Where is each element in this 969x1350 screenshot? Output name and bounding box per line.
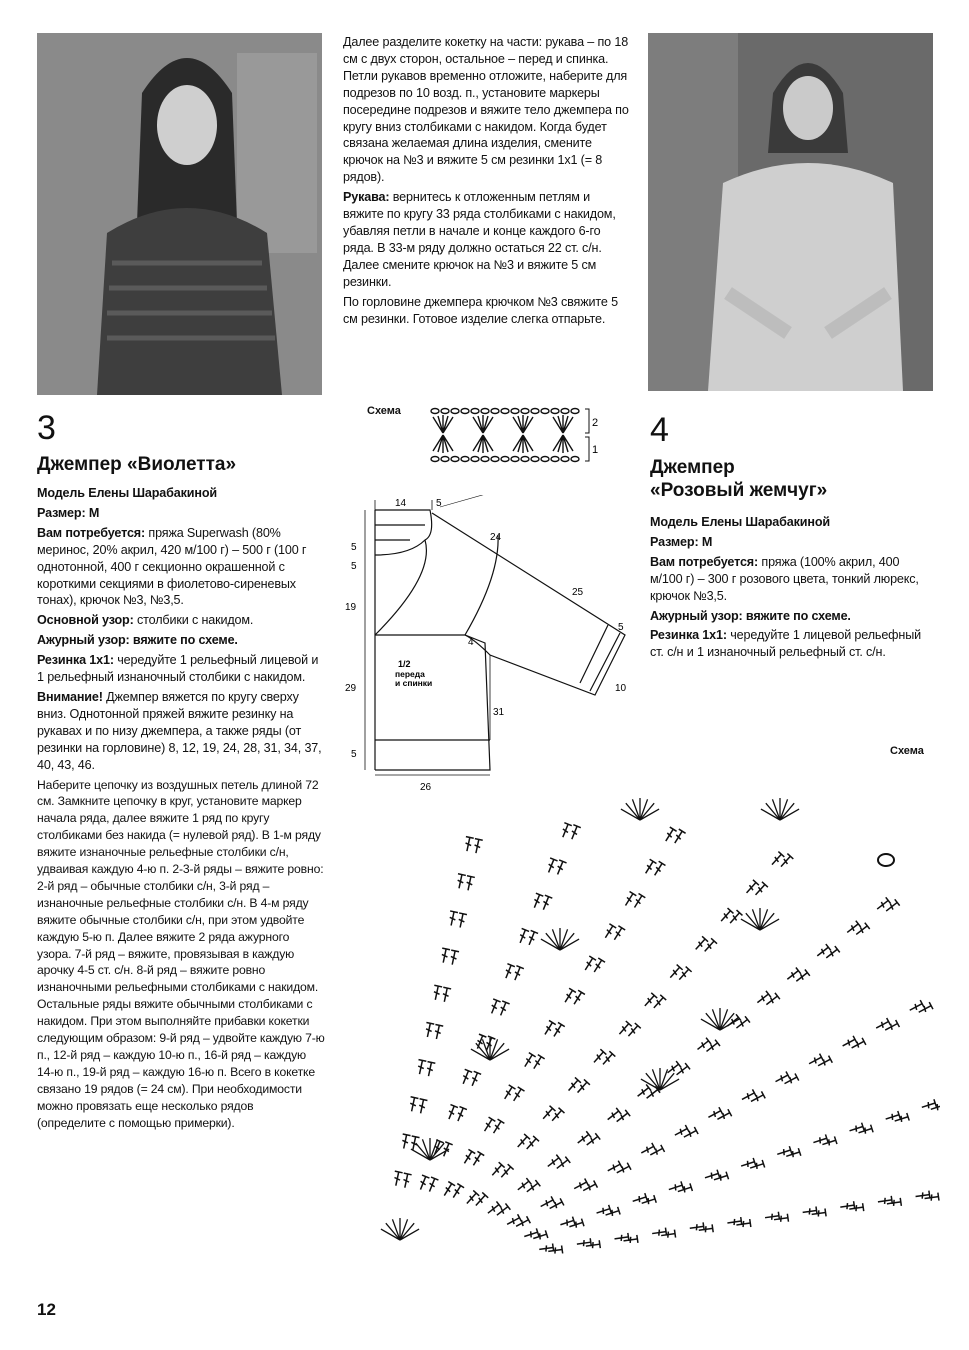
fan-cluster: [411, 1138, 449, 1160]
stitch-symbol: [502, 964, 515, 980]
small-crochet-chart: [425, 405, 605, 467]
stitch-symbol: [677, 1183, 693, 1195]
stitch-symbol: [682, 1127, 698, 1141]
stitch-symbol: [707, 1107, 723, 1121]
stitch-symbol: [749, 1160, 765, 1172]
stitch-symbol: [812, 1134, 828, 1146]
stitch-symbol: [749, 1091, 765, 1105]
stitch-symbol: [698, 1224, 713, 1234]
stitch-symbol: [511, 966, 524, 982]
stitch-symbol: [431, 985, 442, 1000]
stitch-symbol: [671, 829, 685, 845]
stitch-symbol: [783, 1073, 799, 1087]
stitch-symbol: [673, 1125, 689, 1139]
stitch-symbol: [440, 1142, 453, 1158]
stitch-symbol: [445, 1105, 458, 1121]
stitch-symbol: [917, 1002, 933, 1016]
stitch-symbol: [631, 1193, 647, 1205]
stitch-symbol: [525, 930, 538, 946]
dim-29: 29: [345, 683, 357, 694]
stitch-symbol: [924, 1193, 939, 1203]
row-number-2: 2: [592, 417, 599, 429]
stitch-symbol: [408, 1097, 419, 1112]
stitch-symbol: [631, 894, 645, 910]
stitch-symbol: [595, 1205, 611, 1217]
continuation-text: [343, 34, 633, 330]
stitch-symbol: [551, 1022, 565, 1038]
stitch-symbol: [532, 1230, 548, 1242]
model-3-lace-pattern: Ажурный узор: вяжите по схеме.: [37, 633, 238, 648]
pattern-label-1: 1/2: [398, 659, 411, 669]
model-4-size: Размер: М: [650, 534, 713, 549]
stitch-symbol: [850, 1038, 866, 1052]
stitch-symbol: [576, 1238, 591, 1248]
stitch-symbol: [776, 1146, 792, 1158]
model-4-description: [650, 514, 935, 664]
stitch-symbol: [521, 1053, 535, 1069]
fan-cluster: [641, 1068, 679, 1090]
stitch-symbol: [893, 1113, 909, 1125]
stitch-symbol: [611, 926, 625, 942]
fan-cluster: [381, 1218, 419, 1240]
stitch-symbol: [401, 1173, 412, 1188]
stitch-symbol: [640, 1195, 656, 1207]
stitch-symbol: [539, 1244, 554, 1254]
model-3-size: Размер: М: [37, 505, 100, 520]
model-3-main-pattern: Основной узор: столбики с накидом.: [37, 613, 254, 628]
stitch-symbol: [472, 839, 483, 854]
chain-row-top: [431, 409, 579, 414]
stitch-symbol: [921, 1099, 937, 1111]
stitch-symbol: [456, 913, 467, 928]
dim-26: 26: [420, 782, 432, 793]
stitch-symbol: [802, 1206, 817, 1216]
fan-cluster: [541, 928, 579, 950]
page-number: 12: [37, 1300, 56, 1319]
stitch-symbol: [409, 1136, 420, 1151]
model-4-materials: Вам потребуется: пряжа (100% акрил, 400 м/100 г) – 300 г розового цвета, тонкий люрекс, крючок №3,5.: [650, 554, 919, 603]
stitch-symbol: [713, 1172, 729, 1184]
model-4-lace-pattern: Ажурный узор: вяжите по схеме.: [650, 608, 851, 623]
stitch-symbol: [615, 1163, 631, 1177]
stitch-symbol: [464, 876, 475, 891]
stitch-symbol: [468, 1071, 481, 1087]
stitch-symbol: [689, 1222, 704, 1232]
stitch-symbol: [840, 1201, 855, 1211]
dim-5-bottom: 5: [351, 749, 357, 760]
stitch-symbol: [662, 827, 676, 843]
continuation-paragraph-2: Рукава: вернитесь к отложенным петлям и вяжите по кругу 33 ряда столбиками с накидом, убавляя петли в начале и конце каждого 6-го ряда. В 33-м ряду должно остаться 22 ст. с/н. Далее смените крючок на №3 и вяжите 5 см резинки.: [343, 190, 616, 289]
stitch-symbol: [516, 928, 529, 944]
stitch-symbol: [562, 988, 576, 1004]
stitch-symbol: [425, 1062, 436, 1077]
stitch-symbol: [439, 948, 450, 963]
stitch-symbol: [572, 1179, 588, 1193]
row-number-1: 1: [592, 444, 599, 456]
stitch-symbol: [455, 874, 466, 889]
stitch-symbol: [505, 1214, 521, 1228]
stitch-symbol: [622, 892, 636, 908]
stitch-symbol: [848, 1123, 864, 1135]
stitch-symbol: [423, 1022, 434, 1037]
stitch-symbol: [841, 1036, 857, 1050]
stitch-symbol: [417, 1175, 430, 1191]
stitch-symbol: [591, 958, 605, 974]
big-crochet-chart: [340, 700, 940, 1290]
photo-model-pearl: [648, 33, 933, 391]
stitch-symbol: [461, 1149, 475, 1165]
schema-label-small: Схема: [367, 405, 401, 417]
stitch-symbol: [652, 1228, 667, 1238]
stitch-symbol: [447, 911, 458, 926]
stitch-symbol: [441, 1182, 455, 1198]
stitch-symbol: [849, 1203, 864, 1213]
model-3-description: [37, 485, 325, 1135]
dim-24: 24: [490, 532, 502, 543]
stitch-symbol: [807, 1054, 823, 1068]
stitch-symbol: [432, 1024, 443, 1039]
stitch-symbol: [908, 1000, 924, 1014]
stitch-symbol: [582, 956, 596, 972]
stitch-symbol: [450, 1184, 464, 1200]
model-3-author: Модель Елены Шарабакиной: [37, 486, 217, 500]
stitch-symbol: [740, 1089, 756, 1103]
stitch-symbol: [639, 1143, 655, 1157]
stitch-symbol: [883, 1020, 899, 1034]
stitch-symbol: [539, 1196, 555, 1210]
stitch-symbol: [481, 1117, 495, 1133]
stitch-symbol: [568, 825, 581, 841]
dim-10: 10: [615, 683, 627, 694]
stitch-symbol: [886, 1198, 901, 1208]
stitch-symbol: [554, 860, 567, 876]
pattern-label-3: и спинки: [395, 678, 433, 688]
stitch-symbol: [740, 1158, 756, 1170]
stitch-symbol: [874, 1018, 890, 1032]
stitch-symbol: [470, 1151, 484, 1167]
stitch-symbol: [548, 1246, 563, 1256]
dim-5-left-b: 5: [351, 561, 357, 572]
stitch-symbol: [540, 895, 553, 911]
stitch-symbol: [773, 1214, 788, 1224]
stitch-symbol: [716, 1109, 732, 1123]
stitch-symbol: [623, 1235, 638, 1245]
stitch-symbol: [497, 1001, 510, 1017]
stitch-symbol: [514, 1216, 530, 1230]
stitch-symbol: [857, 1125, 873, 1137]
stitch-symbol: [448, 950, 459, 965]
fan-cluster: [701, 1008, 739, 1030]
stitch-symbol: [559, 823, 572, 839]
pattern-label-2: переда: [395, 669, 425, 679]
model-3-rib: Резинка 1х1: чередуйте 1 рельефный лицевой и 1 рельефный изнаночный столбики с накидом.: [37, 653, 319, 685]
stitch-symbol: [642, 859, 656, 875]
stitch-symbol: [606, 1161, 622, 1175]
dim-25: 25: [572, 587, 584, 598]
stitch-symbol: [821, 1136, 837, 1148]
model-4-author: Модель Елены Шарабакиной: [650, 515, 830, 529]
stitch-symbol: [571, 990, 585, 1006]
stitch-symbol: [490, 1119, 504, 1135]
stitch-symbol: [454, 1107, 467, 1123]
dim-5-left-a: 5: [351, 542, 357, 553]
continuation-paragraph-1: Далее разделите кокетку на части: рукава – по 18 см с двух сторон, остальное – перед и спинка. Петли рукавов временно отложите, наберите для подрезов по 10 возд. п., установите маркеры посередине подрезов и вяжите тело джемпера по кругу вниз столбиками с накидом. Когда будет связана желаемая длина изделия, смените крючок на №3 и вяжите 5 см резинки 1х1 (= 8 рядов).: [343, 35, 629, 185]
stitch-symbol: [510, 1087, 524, 1103]
dim-19: 19: [345, 602, 357, 613]
stitch-symbol: [661, 1230, 676, 1240]
model-3-materials: Вам потребуется: пряжа Superwash (80% меринос, 20% акрил, 420 м/100 г) – 500 г (100 г однотонной, 400 г секционно окрашенной с короткими секциями в фиолетово-сиреневых тонах), крючок №3, №3,5.: [37, 525, 307, 608]
stitch-symbol: [727, 1217, 742, 1227]
start-marker: [878, 854, 894, 866]
stitch-symbol: [440, 987, 451, 1002]
stitch-symbol: [811, 1208, 826, 1218]
stitch-symbol: [774, 1071, 790, 1085]
fan-cluster: [621, 798, 659, 820]
stitch-symbol: [548, 1198, 564, 1212]
stitch-symbol: [602, 924, 616, 940]
stitch-symbol: [568, 1219, 584, 1231]
stitch-symbol: [651, 861, 665, 877]
fan-row: [433, 415, 573, 453]
model-3-number: 3: [37, 409, 56, 447]
stitch-symbol: [463, 837, 474, 852]
stitch-symbol: [523, 1228, 539, 1240]
continuation-paragraph-3: По горловине джемпера крючком №3 свяжите 5 см резинки. Готовое изделие слегка отпарьте.: [343, 294, 618, 326]
stitch-symbol: [542, 1020, 556, 1036]
stitch-symbol: [915, 1191, 930, 1201]
photo-model-violetta: [37, 33, 322, 395]
dim-31: 31: [493, 707, 505, 718]
fan-cluster: [741, 908, 779, 930]
stitch-symbol: [417, 1099, 428, 1114]
stitch-symbol: [530, 1055, 544, 1071]
stitch-symbol: [736, 1219, 751, 1229]
stitch-symbol: [585, 1240, 600, 1250]
model-3-instructions: Наберите цепочку из воздушных петель длиной 72 см. Замкните цепочку в круг, установите маркер начала ряда, далее вяжите 1 ряд по кругу столбиками без накида (= нулевой ряд). В 1-м ряду вяжите изнаночные рельефные столбики с/н, удваивая каждую 4-ю п. 2-3-й ряды – вяжите ровно: 2-й ряд – обычные столбики с/н, 3-й ряд – изнаночные рельефные столбики с/н. В 4-м ряду вяжите обычные столбики с/н, при этом удвойте каждую 5-ю п. Далее вяжите 2 ряда ажурного узора. 7-й ряд – вяжите, провязывая в каждую арочку 4-5 ст. с/н. 8-й ряд – вяжите ровно изнаночными рельефными столбиками с накидом. Остальные ряды вяжите обычными столбиками с накидом. При этом выполняйте прибавки кокетки следующим образом: 9-й ряд – удвойте каждую 7-ю п., 12-й ряд – каждую 10-ю п., 16-й ряд – каждую 14-ю п., 19-й ряд – каждую 16-ю п. Всего в кокетке связано 19 рядов (= 24 см). При необходимости можно провязать еще несколько рядов (определите с помощью примерки).: [37, 777, 325, 1130]
model-4-rib: Резинка 1х1: чередуйте 1 лицевой рельефный ст. с/н и 1 изнаночный рельефный ст. с/н.: [650, 628, 921, 660]
fan-cluster: [471, 1038, 509, 1060]
stitch-symbol: [559, 1217, 575, 1229]
stitch-symbol: [668, 1181, 684, 1193]
stitch-symbol: [884, 1111, 900, 1123]
model-4-title-line2: «Розовый жемчуг»: [650, 480, 828, 501]
model-4-title-line1: Джемпер: [650, 457, 735, 478]
stitch-symbol: [581, 1181, 597, 1195]
stitch-symbol: [816, 1056, 832, 1070]
dim-5-top: 5: [436, 498, 442, 509]
model-3-title: Джемпер «Виолетта»: [37, 454, 237, 475]
stitch-symbol: [392, 1171, 403, 1186]
model-3-attention: Внимание! Джемпер вяжется по кругу сверху вниз. Однотонной пряжей вяжите резинку на рукавах и по низу джемпера, а также ряды (от резинки на горловине) 8, 12, 19, 24, 28, 31, 34, 37, 40, 43, 46.: [37, 689, 322, 772]
schema-label-big: Схема: [890, 745, 924, 757]
stitch-symbol: [877, 1196, 892, 1206]
stitch-symbol: [614, 1233, 629, 1243]
stitch-symbol: [459, 1069, 472, 1085]
chain-row-bottom: [431, 457, 579, 462]
stitch-symbol: [704, 1170, 720, 1182]
stitch-symbol: [764, 1212, 779, 1222]
fan-cluster: [761, 798, 799, 820]
stitch-symbol: [416, 1060, 427, 1075]
stitch-symbol: [531, 893, 544, 909]
stitch-symbol: [604, 1207, 620, 1219]
model-4-number: 4: [650, 411, 669, 449]
stitch-symbol: [400, 1134, 411, 1149]
stitch-symbol: [501, 1085, 515, 1101]
stitch-symbol: [545, 858, 558, 874]
dim-4: 4: [468, 637, 474, 648]
stitch-symbol: [488, 999, 501, 1015]
dim-5-sleeve: 5: [618, 622, 624, 633]
stitch-symbol: [648, 1145, 664, 1159]
stitch-symbol: [426, 1177, 439, 1193]
dim-14: 14: [395, 498, 407, 509]
stitch-symbol: [785, 1148, 801, 1160]
